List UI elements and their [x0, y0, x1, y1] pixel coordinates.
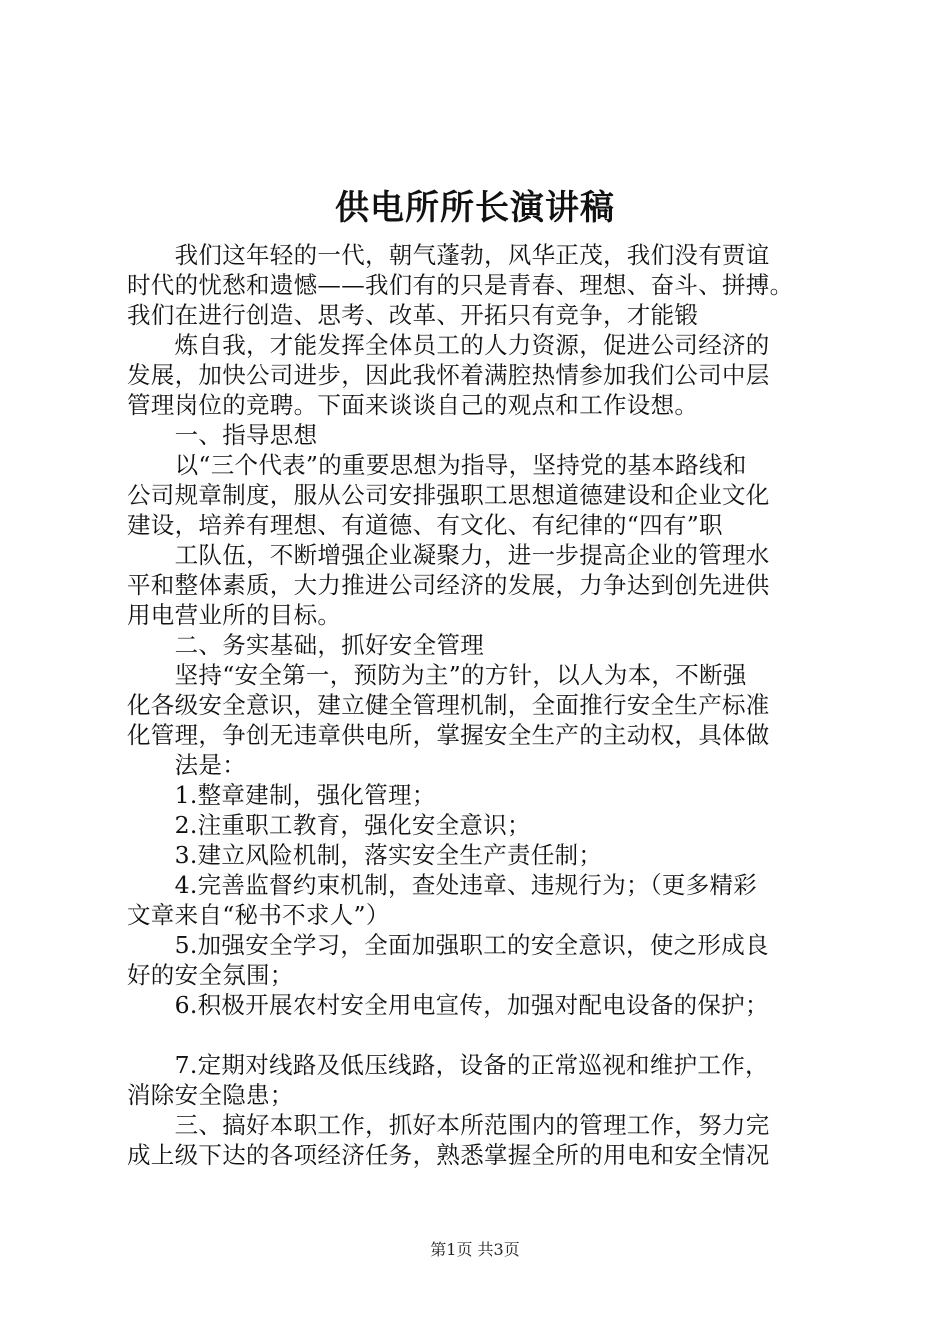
page-footer: 第1页 共3页: [430, 1240, 520, 1259]
blank-line: [127, 1020, 847, 1050]
body-line: 好的安全氛围；: [127, 961, 294, 989]
list-item: 2.注重职工教育，强化安全意识；: [127, 811, 531, 839]
body-line: 化管理，争创无违章供电所，掌握安全生产的主动权，具体做: [127, 721, 770, 749]
body-line: 化各级安全意识，建立健全管理机制，全面推行安全生产标准: [127, 691, 770, 719]
body-line: 坚持“安全第一，预防为主”的方针，以人为本，不断强: [127, 661, 747, 689]
body-line: 时代的忧愁和遗憾——我们有的只是青春、理想、奋斗、拼搏。: [127, 271, 794, 299]
body-line: 成上级下达的各项经济任务，熟悉掌握全所的用电和安全情况: [127, 1141, 770, 1169]
list-item: 6.积极开展农村安全用电宣传，加强对配电设备的保护；: [127, 991, 769, 1019]
list-item: 4.完善监督约束机制，查处违章、违规行为；（更多精彩: [127, 871, 758, 899]
document-body: [127, 240, 847, 1170]
list-item: 3.建立风险机制，落实安全生产责任制；: [127, 841, 603, 869]
body-line: 以“三个代表”的重要思想为指导，坚持党的基本路线和: [127, 451, 747, 479]
section-heading: 二、务实基础，抓好安全管理: [127, 631, 484, 659]
body-line: 平和整体素质，大力推进公司经济的发展，力争达到创先进供: [127, 571, 770, 599]
list-item: 1.整章建制，强化管理；: [127, 781, 436, 809]
body-line: 管理岗位的竞聘。下面来谈谈自己的观点和工作设想。: [127, 391, 699, 419]
body-line: 法是：: [127, 751, 246, 779]
body-line: 工队伍，不断增强企业凝聚力，进一步提高企业的管理水: [127, 541, 770, 569]
list-item: 7.定期对线路及低压线路，设备的正常巡视和维护工作，: [127, 1051, 769, 1079]
body-line: 炼自我，才能发挥全体员工的人力资源，促进公司经济的: [127, 331, 770, 359]
section-heading: 一、指导思想: [127, 421, 318, 449]
document-title: 供电所所长演讲稿: [335, 188, 615, 228]
body-line: 我们这年轻的一代，朝气蓬勃，风华正茂，我们没有贾谊: [127, 241, 770, 269]
list-item: 5.加强安全学习，全面加强职工的安全意识，使之形成良: [127, 931, 769, 959]
body-line: 文章来自“秘书不求人”）: [127, 901, 390, 929]
body-line: 我们在进行创造、思考、改革、开拓只有竞争，才能锻: [127, 301, 699, 329]
body-line: 用电营业所的目标。: [127, 601, 342, 629]
body-line: 公司规章制度，服从公司安排强职工思想道德建设和企业文化: [127, 481, 770, 509]
body-line: 发展，加快公司进步，因此我怀着满腔热情参加我们公司中层: [127, 361, 770, 389]
body-line: 建设，培养有理想、有道德、有文化、有纪律的“四有”职: [127, 511, 723, 539]
section-heading: 三、搞好本职工作，抓好本所范围内的管理工作，努力完: [127, 1111, 770, 1139]
body-line: 消除安全隐患；: [127, 1081, 294, 1109]
